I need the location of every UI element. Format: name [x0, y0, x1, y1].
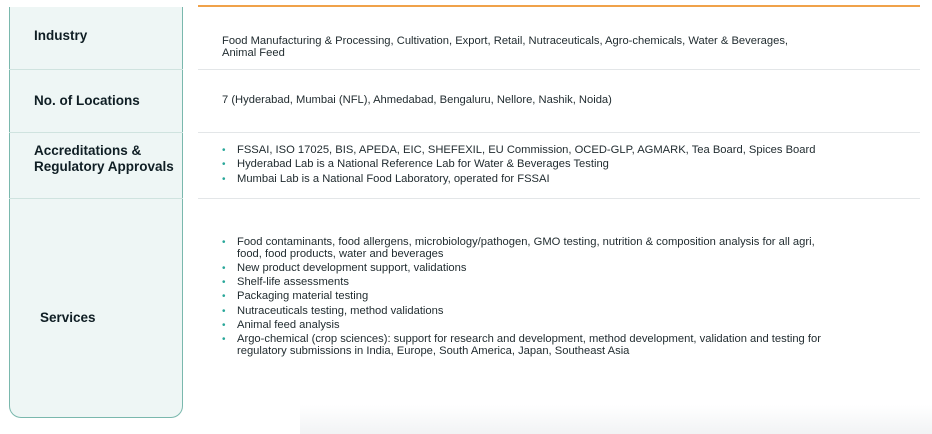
row-label-accreditations: Accreditations & Regulatory Approvals — [34, 143, 174, 174]
row-divider — [198, 198, 920, 199]
row-value-industry: Food Manufacturing & Processing, Cultivation, Export, Retail, Nutraceuticals, Agro-chemicals, Water & Beverages, Animal Feed — [222, 35, 789, 59]
list-item: • Animal feed analysis — [222, 318, 340, 331]
bullet-icon: • — [222, 159, 226, 171]
row-divider — [9, 198, 183, 199]
top-accent-line — [198, 5, 920, 7]
row-divider — [198, 132, 920, 133]
decorative-wave — [300, 405, 932, 434]
row-label-services: Services — [40, 310, 96, 325]
bullet-icon: • — [222, 173, 226, 185]
bullet-icon: • — [222, 291, 226, 303]
services-list — [222, 237, 834, 360]
bullet-icon: • — [222, 319, 226, 331]
list-item: • Argo-chemical (crop sciences): support for research and development, method development, validation and testing for regulatory submissions in India, Europe, South America, Japan, Southeast Asia — [222, 333, 821, 357]
bullet-icon: • — [222, 237, 226, 248]
list-item: • Packaging material testing — [222, 290, 369, 303]
list-item: • Food contaminants, food allergens, microbiology/pathogen, GMO testing, nutrition & composition analysis for all agri, food, food products, water and beverages — [222, 236, 815, 260]
list-item: • New product development support, validations — [222, 261, 467, 274]
row-label-industry: Industry — [34, 28, 88, 43]
row-value-locations: 7 (Hyderabad, Mumbai (NFL), Ahmedabad, Bengaluru, Nellore, Nashik, Noida) — [222, 94, 612, 106]
list-item: • Shelf-life assessments — [222, 276, 349, 289]
list-item: • FSSAI, ISO 17025, BIS, APEDA, EIC, SHEFEXIL, EU Commission, OCED-GLP, AGMARK, Tea Board, Spices Board — [222, 144, 816, 156]
list-item: • Mumbai Lab is a National Food Laboratory, operated for FSSAI — [222, 172, 550, 185]
row-label-locations: No. of Locations — [34, 93, 140, 108]
row-divider — [198, 69, 920, 70]
bullet-icon: • — [222, 262, 226, 274]
row-divider — [9, 132, 183, 133]
accreditations-list — [222, 145, 862, 188]
bullet-icon: • — [222, 277, 226, 289]
row-divider — [9, 69, 183, 70]
bullet-icon: • — [222, 305, 226, 317]
bullet-icon: • — [222, 334, 226, 346]
list-item: • Hyderabad Lab is a National Reference Lab for Water & Beverages Testing — [222, 158, 609, 171]
bullet-icon: • — [222, 145, 226, 156]
list-item: • Nutraceuticals testing, method validations — [222, 304, 444, 317]
